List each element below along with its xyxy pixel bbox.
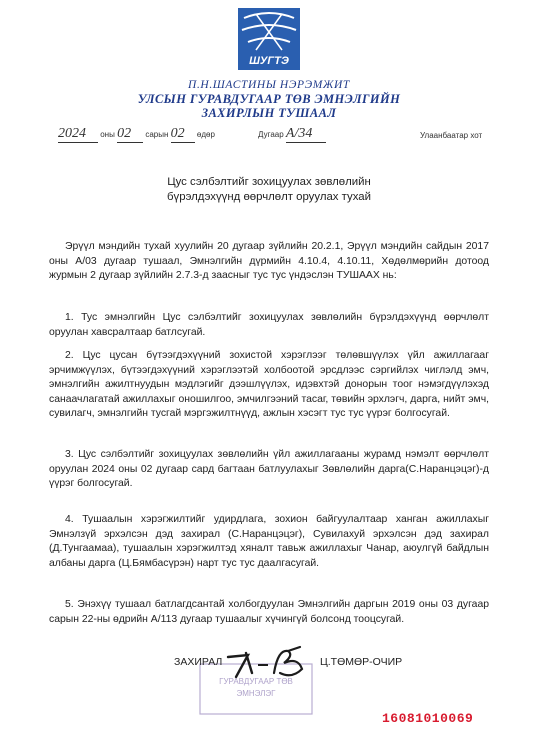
stamp-line1: ГУРАВДУГААР ТӨВ [219, 677, 293, 686]
handwritten-signature [222, 643, 322, 683]
signatory-title: ЗАХИРАЛ [174, 656, 223, 668]
signatory-name: Ц.ТӨМӨР-ОЧИР [320, 656, 403, 668]
org-name-line2: УЛСЫН ГУРАВДУГААР ТӨВ ЭМНЭЛГИЙН [137, 92, 401, 106]
order-number: А/34 [286, 126, 326, 143]
order-title-line2: бүрэлдэхүүнд өөрчлөлт оруулах тухай [167, 191, 371, 203]
logo-text: ШУГТЭ [249, 55, 289, 67]
stamp-line2: ЭМНЭЛЭГ [236, 689, 276, 698]
order-number-line [258, 126, 326, 143]
date-month: 02 [117, 126, 143, 143]
order-item-1: 1. Тус эмнэлгийн Цус сэлбэлтийг зохицуулах зөвлөлийн бүрэлдэхүүнд өөрчлөлт оруулан хавсралтаар батлсугай. [49, 312, 489, 338]
order-item-4: 4. Тушаалын хэрэгжилтийг удирдлага, зохион байгуулалтаар ханган ажиллахыг Эмнэлзүй эрхэлсэн дэд захирал (С.Наранцэцэг), Сувилахуй эрхэлсэн дэд захирал (Д.Тунгаамаа), тушаалын хэрэгжилтэд хяналт тавьж ажиллахыг Чанар, аюулгүй байдлын албаны дарга (Ц.Бямбасүрэн) нарт тус тус даалгасугай. [49, 514, 489, 569]
preamble-paragraph: Эрүүл мэндийн тухай хуулийн 20 дугаар зүйлийн 20.2.1, Эрүүл мэндийн сайдын 2017 оны А/03 дугаар тушаал, Эмнэлгийн дүрмийн 4.10.4, 4.10.11, Хөдөлмөрийн дотоод журмын 2 дугаар зүйлийн 2.7.3-д заасныг тус тус үндэслэн ТУШААХ нь: [49, 241, 489, 282]
city: Улаанбаатар хот [420, 131, 483, 140]
serial-number: 16081010069 [382, 711, 474, 726]
org-name-line1: П.Н.ШАСТИНЫ НЭРЭМЖИТ [188, 79, 350, 91]
date-year: 2024 [58, 126, 98, 143]
date-year-suffix: оны [100, 130, 115, 139]
date-day: 02 [171, 126, 195, 143]
order-title-line1: Цус сэлбэлтийг зохицуулах зөвлөлийн [167, 176, 371, 188]
order-item-2: 2. Цус цусан бүтээгдэхүүний зохистой хэрэглээг төлөвшүүлэх үйл ажиллагааг эрчимжүүлэх, бүтээгдэхүүний хэрэглээтэй холбоотой эрсдлээс сэргийлэх чиглэлд эмч, эмнэлгийн ажилтнуудын мэдлэгийг дээшлүүлэх, идэвхтэй донорын тоог нэмэгдүүлэхэд санаачлагатай ажиллахыг оношилгоо, эмчилгээний тасаг, төвийн эрхлэгч, дарга, нийт эмч, сувилагч, эмнэлгийн тусгай мэргэжилтнүүд, ажлын хэсэгт тус тус үүрэг болгосугай. [49, 350, 489, 420]
date-line [58, 126, 215, 143]
order-heading: ЗАХИРЛЫН ТУШААЛ [201, 106, 337, 120]
order-title [0, 175, 538, 205]
order-item-3: 3. Цус сэлбэлтийг зохицуулах зөвлөлийн үйл ажиллагааны журамд нэмэлт өөрчлөлт оруулан 2024 оны 02 дугаар сард багтаан батлуулахыг Зөвлөлийн дарга(С.Наранцэцэг)-д үүрэг болгосугай. [49, 449, 489, 490]
date-month-suffix: сарын [145, 130, 169, 139]
order-item-5: 5. Энэхүү тушаал батлагдсантай холбогдуулан Эмнэлгийн даргын 2019 оны 03 дугаар сарын 22-ны өдрийн А/113 дугаар тушаалыг хүчингүй болсонд тооцсугай. [49, 599, 489, 625]
hospital-logo [236, 6, 302, 72]
order-number-label: Дугаар [258, 130, 284, 139]
date-day-suffix: өдөр [196, 130, 215, 139]
